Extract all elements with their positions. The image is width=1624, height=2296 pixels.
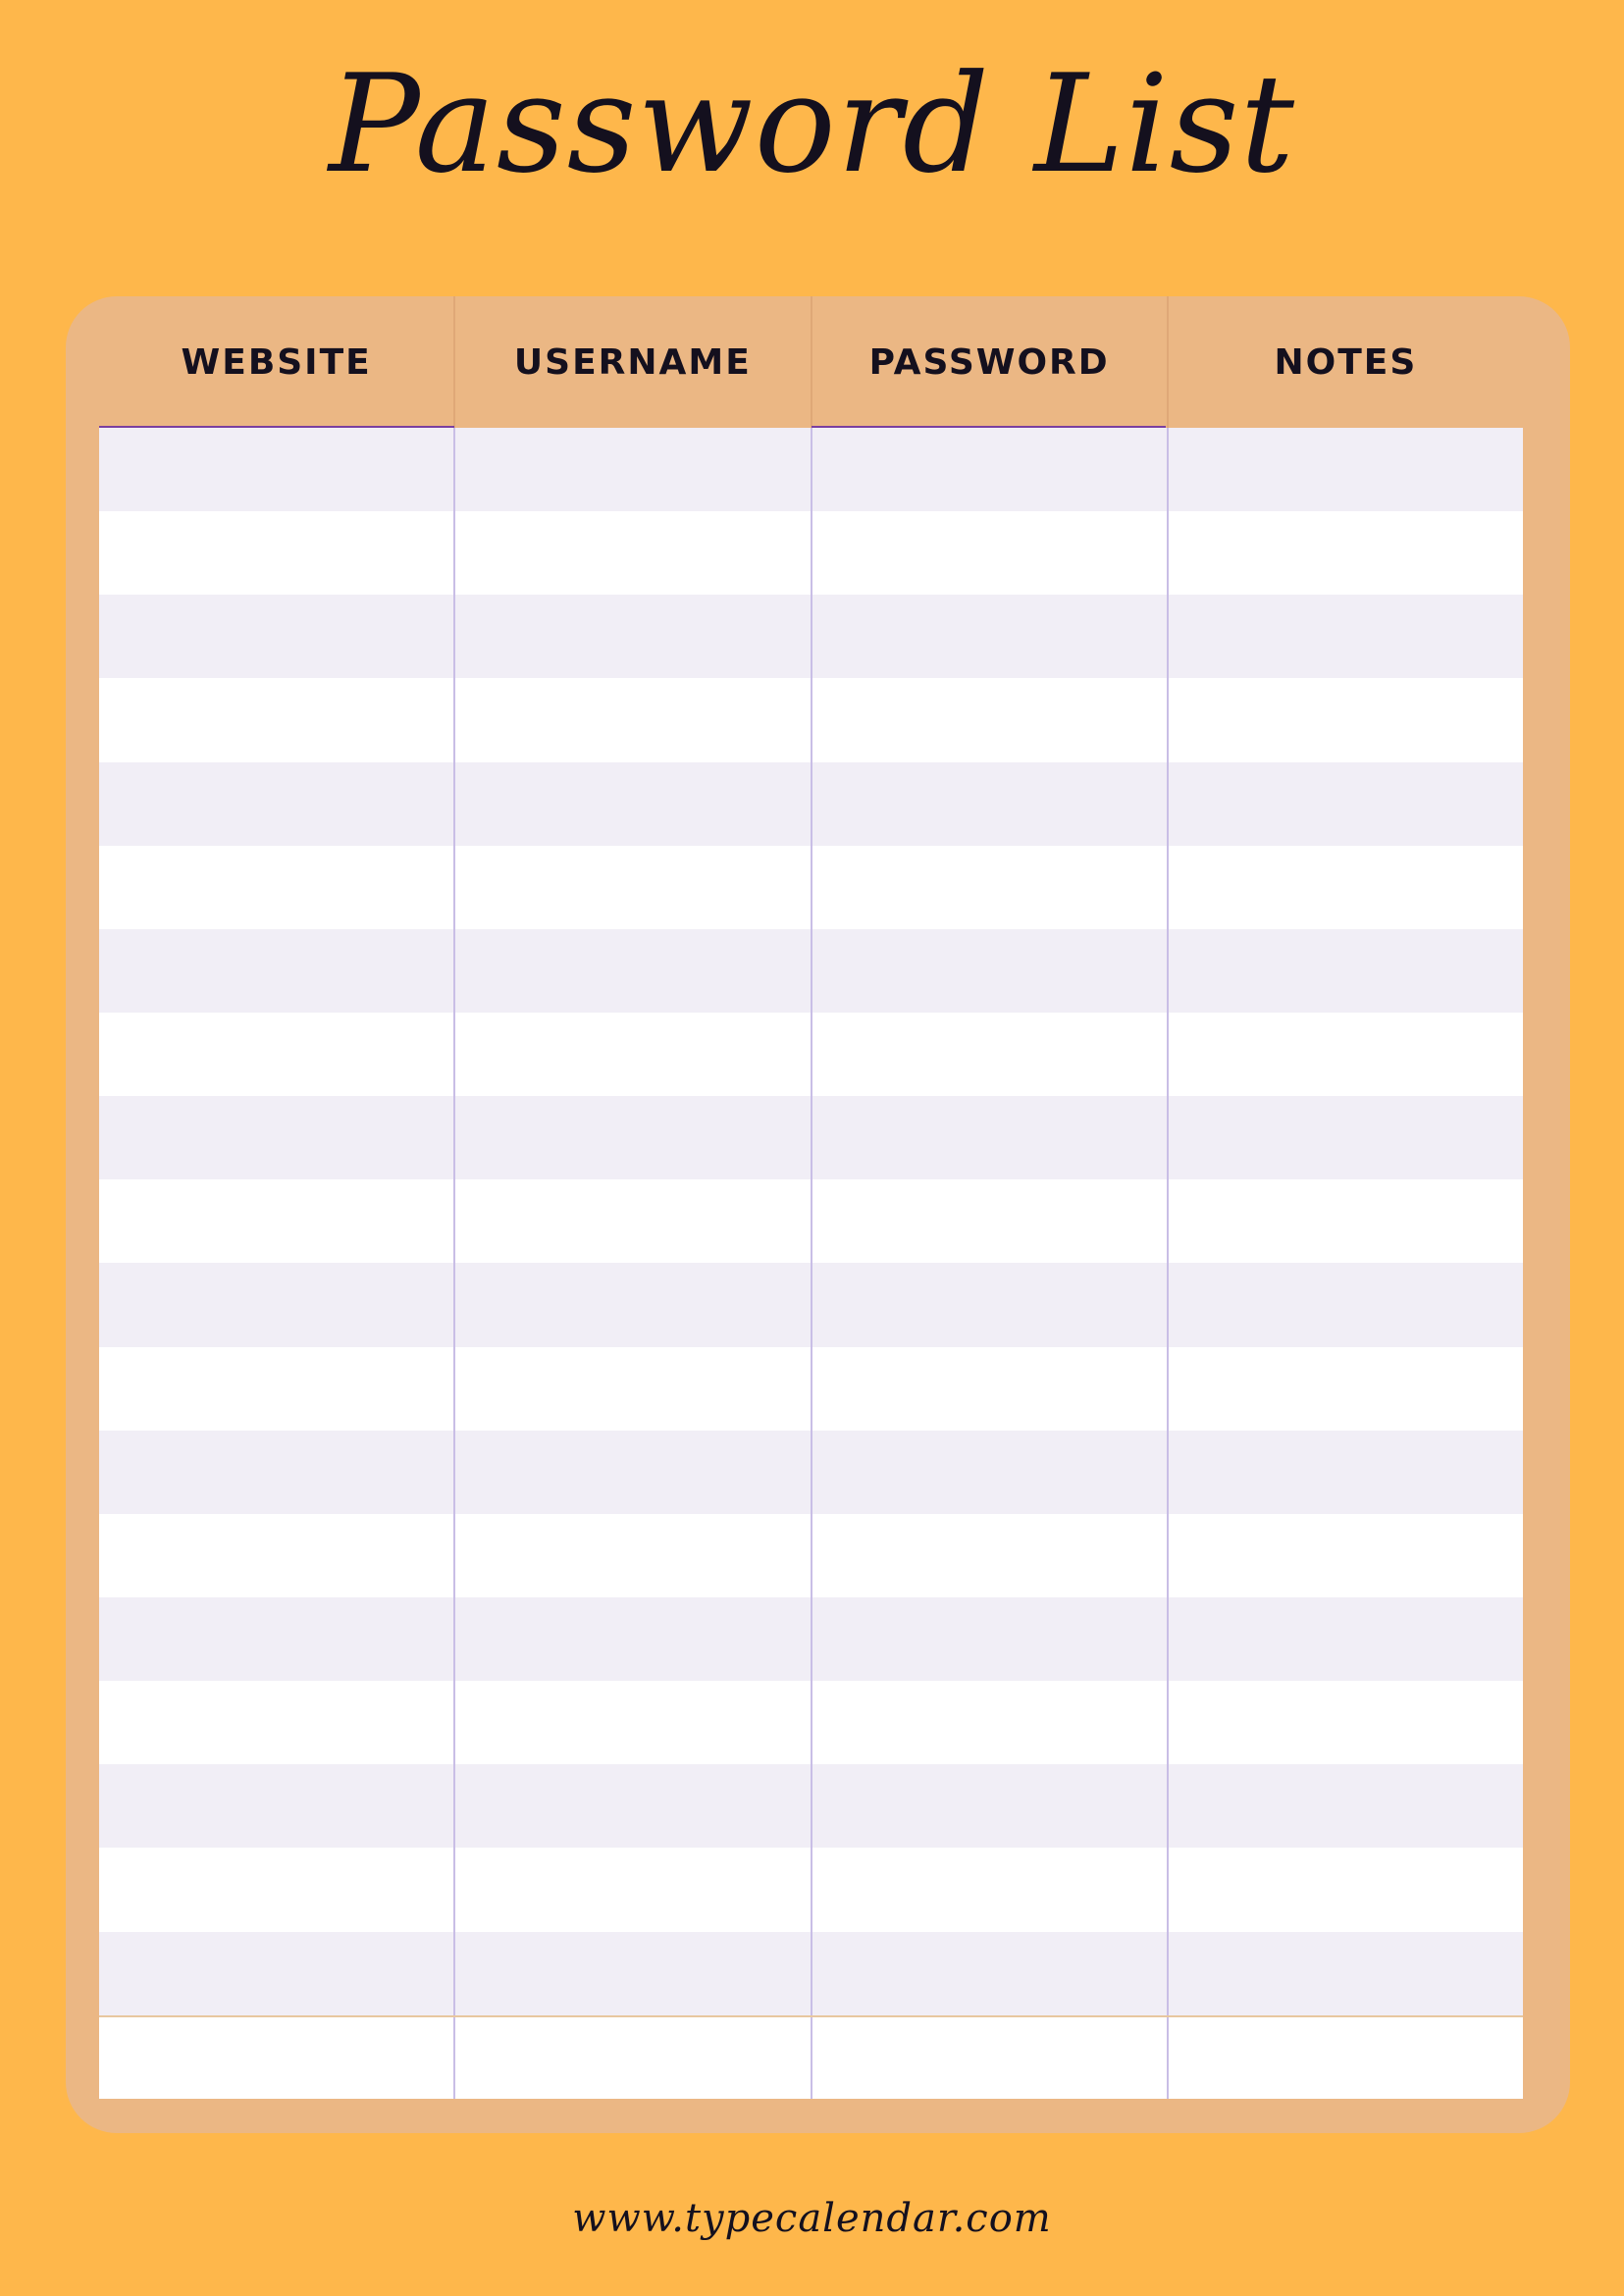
table-cell-website[interactable] bbox=[99, 1597, 453, 1681]
table-cell-notes[interactable] bbox=[1167, 846, 1523, 929]
table-cell-website[interactable] bbox=[99, 1514, 453, 1597]
table-row bbox=[99, 762, 1523, 846]
table-cell-notes[interactable] bbox=[1167, 428, 1523, 511]
table-cell-website[interactable] bbox=[99, 2017, 453, 2099]
table-cell-website[interactable] bbox=[99, 1347, 453, 1431]
table-cell-password[interactable] bbox=[811, 1263, 1167, 1346]
table-cell-username[interactable] bbox=[453, 511, 810, 595]
table-cell-notes[interactable] bbox=[1167, 1431, 1523, 1514]
table-cell-username[interactable] bbox=[453, 1263, 810, 1346]
table-cell-password[interactable] bbox=[811, 846, 1167, 929]
table-cell-password[interactable] bbox=[811, 1848, 1167, 1931]
table-cell-notes[interactable] bbox=[1167, 1096, 1523, 1179]
table-cell-notes[interactable] bbox=[1167, 1013, 1523, 1096]
table-cell-username[interactable] bbox=[453, 1347, 810, 1431]
table-cell-username[interactable] bbox=[453, 1514, 810, 1597]
table-cell-website[interactable] bbox=[99, 428, 453, 511]
table-row bbox=[99, 1013, 1523, 1096]
table-cell-notes[interactable] bbox=[1167, 1179, 1523, 1263]
table-cell-notes[interactable] bbox=[1167, 1347, 1523, 1431]
table-cell-password[interactable] bbox=[811, 762, 1167, 846]
table-cell-password[interactable] bbox=[811, 1013, 1167, 1096]
table-cell-notes[interactable] bbox=[1167, 511, 1523, 595]
table-cell-username[interactable] bbox=[453, 762, 810, 846]
table-cell-website[interactable] bbox=[99, 1263, 453, 1346]
table-row bbox=[99, 1932, 1523, 2015]
table-cell-website[interactable] bbox=[99, 1431, 453, 1514]
table-row bbox=[99, 846, 1523, 929]
table-cell-password[interactable] bbox=[811, 678, 1167, 761]
table-row bbox=[99, 1179, 1523, 1263]
table-row bbox=[99, 1096, 1523, 1179]
table-cell-notes[interactable] bbox=[1167, 1932, 1523, 2015]
table-cell-password[interactable] bbox=[811, 1932, 1167, 2015]
table-cell-website[interactable] bbox=[99, 1932, 453, 2015]
table-cell-website[interactable] bbox=[99, 1179, 453, 1263]
table-cell-website[interactable] bbox=[99, 1013, 453, 1096]
table-cell-password[interactable] bbox=[811, 1431, 1167, 1514]
table-row bbox=[99, 1347, 1523, 1431]
footer-url: www.typecalendar.com bbox=[572, 2196, 1052, 2241]
table-row bbox=[99, 1848, 1523, 1931]
table-cell-notes[interactable] bbox=[1167, 595, 1523, 678]
password-table-body bbox=[99, 428, 1523, 2099]
table-cell-username[interactable] bbox=[453, 1179, 810, 1263]
table-cell-password[interactable] bbox=[811, 1597, 1167, 1681]
table-cell-password[interactable] bbox=[811, 428, 1167, 511]
table-cell-notes[interactable] bbox=[1167, 929, 1523, 1013]
table-cell-username[interactable] bbox=[453, 1764, 810, 1848]
table-cell-notes[interactable] bbox=[1167, 1848, 1523, 1931]
table-row bbox=[99, 2015, 1523, 2099]
table-cell-password[interactable] bbox=[811, 929, 1167, 1013]
table-cell-website[interactable] bbox=[99, 595, 453, 678]
table-cell-password[interactable] bbox=[811, 595, 1167, 678]
table-cell-website[interactable] bbox=[99, 846, 453, 929]
table-cell-website[interactable] bbox=[99, 511, 453, 595]
table-cell-password[interactable] bbox=[811, 1681, 1167, 1764]
table-cell-password[interactable] bbox=[811, 1764, 1167, 1848]
table-cell-username[interactable] bbox=[453, 595, 810, 678]
column-header-website: WEBSITE bbox=[181, 341, 372, 383]
table-cell-notes[interactable] bbox=[1167, 1681, 1523, 1764]
table-row bbox=[99, 428, 1523, 511]
table-cell-website[interactable] bbox=[99, 929, 453, 1013]
page-title: Password List bbox=[329, 45, 1295, 203]
table-cell-website[interactable] bbox=[99, 1096, 453, 1179]
table-cell-notes[interactable] bbox=[1167, 1514, 1523, 1597]
table-row bbox=[99, 1764, 1523, 1848]
table-cell-notes[interactable] bbox=[1167, 678, 1523, 761]
table-cell-website[interactable] bbox=[99, 678, 453, 761]
table-cell-notes[interactable] bbox=[1167, 1764, 1523, 1848]
table-cell-username[interactable] bbox=[453, 2017, 810, 2099]
table-cell-username[interactable] bbox=[453, 428, 810, 511]
table-header-row bbox=[99, 296, 1523, 428]
table-row bbox=[99, 511, 1523, 595]
table-cell-password[interactable] bbox=[811, 1347, 1167, 1431]
table-row bbox=[99, 929, 1523, 1013]
table-row bbox=[99, 595, 1523, 678]
table-row bbox=[99, 1597, 1523, 1681]
table-cell-website[interactable] bbox=[99, 1848, 453, 1931]
table-cell-username[interactable] bbox=[453, 1431, 810, 1514]
table-cell-website[interactable] bbox=[99, 1764, 453, 1848]
column-header-username: USERNAME bbox=[453, 296, 810, 428]
table-row bbox=[99, 678, 1523, 761]
table-row bbox=[99, 1263, 1523, 1346]
table-cell-notes[interactable] bbox=[1167, 762, 1523, 846]
table-cell-website[interactable] bbox=[99, 762, 453, 846]
table-cell-password[interactable] bbox=[811, 1096, 1167, 1179]
table-cell-notes[interactable] bbox=[1167, 1263, 1523, 1346]
table-cell-username[interactable] bbox=[453, 846, 810, 929]
table-cell-notes[interactable] bbox=[1167, 2017, 1523, 2099]
table-cell-username[interactable] bbox=[453, 1681, 810, 1764]
table-cell-username[interactable] bbox=[453, 1013, 810, 1096]
column-header-notes: NOTES bbox=[1167, 296, 1523, 428]
table-cell-username[interactable] bbox=[453, 1597, 810, 1681]
table-row bbox=[99, 1681, 1523, 1764]
table-cell-username[interactable] bbox=[453, 1848, 810, 1931]
table-cell-notes[interactable] bbox=[1167, 1597, 1523, 1681]
table-cell-password[interactable] bbox=[811, 511, 1167, 595]
table-cell-website[interactable] bbox=[99, 1681, 453, 1764]
table-cell-password[interactable] bbox=[811, 1514, 1167, 1597]
table-cell-username[interactable] bbox=[453, 929, 810, 1013]
password-table-card bbox=[66, 296, 1570, 2133]
table-row bbox=[99, 1431, 1523, 1514]
table-cell-password[interactable] bbox=[811, 1179, 1167, 1263]
table-cell-password[interactable] bbox=[811, 2017, 1167, 2099]
table-row bbox=[99, 1514, 1523, 1597]
table-cell-username[interactable] bbox=[453, 1932, 810, 2015]
table-cell-username[interactable] bbox=[453, 678, 810, 761]
column-header-password: PASSWORD bbox=[811, 296, 1167, 428]
table-cell-username[interactable] bbox=[453, 1096, 810, 1179]
